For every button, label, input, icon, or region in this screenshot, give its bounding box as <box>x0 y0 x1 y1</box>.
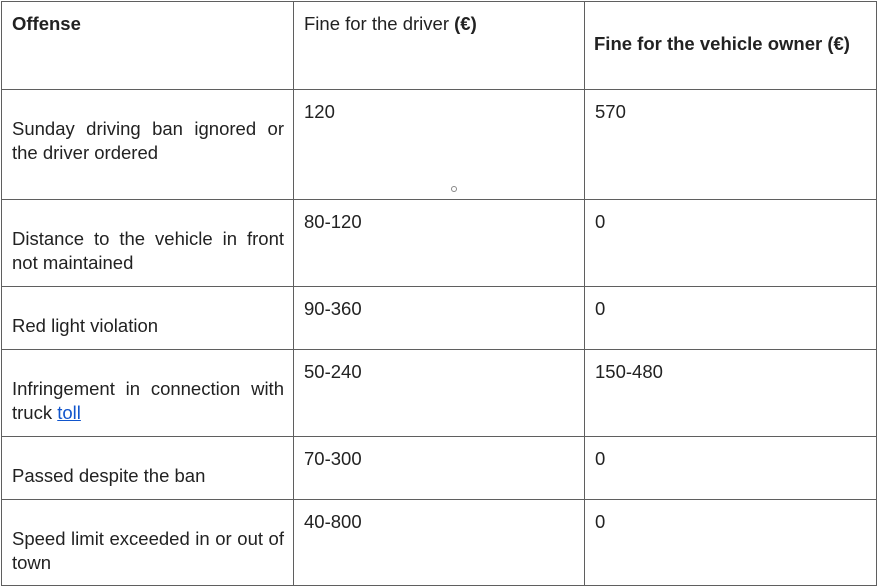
table-row <box>2 200 877 287</box>
owner-fine-value: 0 <box>595 511 606 532</box>
driver-fine-cell <box>294 90 585 200</box>
table-header-row <box>2 2 877 90</box>
header-driver-label: Fine for the driver <box>304 13 455 34</box>
owner-fine-cell <box>585 90 877 200</box>
owner-fine-value: 570 <box>595 101 626 122</box>
driver-fine-cell <box>294 437 585 500</box>
offense-text: Sunday driving ban ignored or the driver ordered <box>12 118 284 163</box>
table-row <box>2 90 877 200</box>
owner-fine-value: 0 <box>595 448 606 469</box>
offense-cell <box>2 437 294 500</box>
owner-fine-cell <box>585 350 877 437</box>
owner-fine-cell <box>585 287 877 350</box>
owner-fine-cell <box>585 437 877 500</box>
offense-text: Red light violation <box>12 315 159 336</box>
header-owner-fine <box>585 2 877 90</box>
offense-text: Passed despite the ban <box>12 465 206 486</box>
driver-fine-value: 40-800 <box>304 511 362 532</box>
owner-fine-value: 0 <box>595 211 606 232</box>
header-offense <box>2 2 294 90</box>
offense-text: Distance to the vehicle in front not maintained <box>12 228 284 273</box>
driver-fine-value: 80-120 <box>304 211 362 232</box>
header-driver-fine <box>294 2 585 90</box>
offense-text: Speed limit exceeded in or out of town <box>12 528 284 573</box>
driver-fine-cell <box>294 200 585 287</box>
owner-fine-value: 0 <box>595 298 606 319</box>
owner-fine-cell <box>585 500 877 586</box>
cursor-dot-icon <box>451 186 457 192</box>
offense-cell <box>2 500 294 586</box>
driver-fine-value: 50-240 <box>304 361 362 382</box>
table-row <box>2 500 877 586</box>
driver-fine-value: 90-360 <box>304 298 362 319</box>
offense-cell <box>2 200 294 287</box>
owner-fine-cell <box>585 200 877 287</box>
fines-table <box>1 1 877 586</box>
table-row <box>2 350 877 437</box>
driver-fine-cell <box>294 287 585 350</box>
header-driver-unit: (€) <box>454 13 477 34</box>
offense-text: Infringement in connection with truck <box>12 378 284 423</box>
driver-fine-value: 70-300 <box>304 448 362 469</box>
toll-link[interactable]: toll <box>57 402 81 423</box>
table-row <box>2 437 877 500</box>
offense-cell <box>2 350 294 437</box>
header-owner-label: Fine for the vehicle owner (€) <box>594 33 850 54</box>
offense-cell <box>2 287 294 350</box>
driver-fine-cell <box>294 500 585 586</box>
header-offense-label: Offense <box>12 13 81 34</box>
driver-fine-value: 120 <box>304 101 335 122</box>
driver-fine-cell <box>294 350 585 437</box>
offense-cell <box>2 90 294 200</box>
table-row <box>2 287 877 350</box>
owner-fine-value: 150-480 <box>595 361 663 382</box>
